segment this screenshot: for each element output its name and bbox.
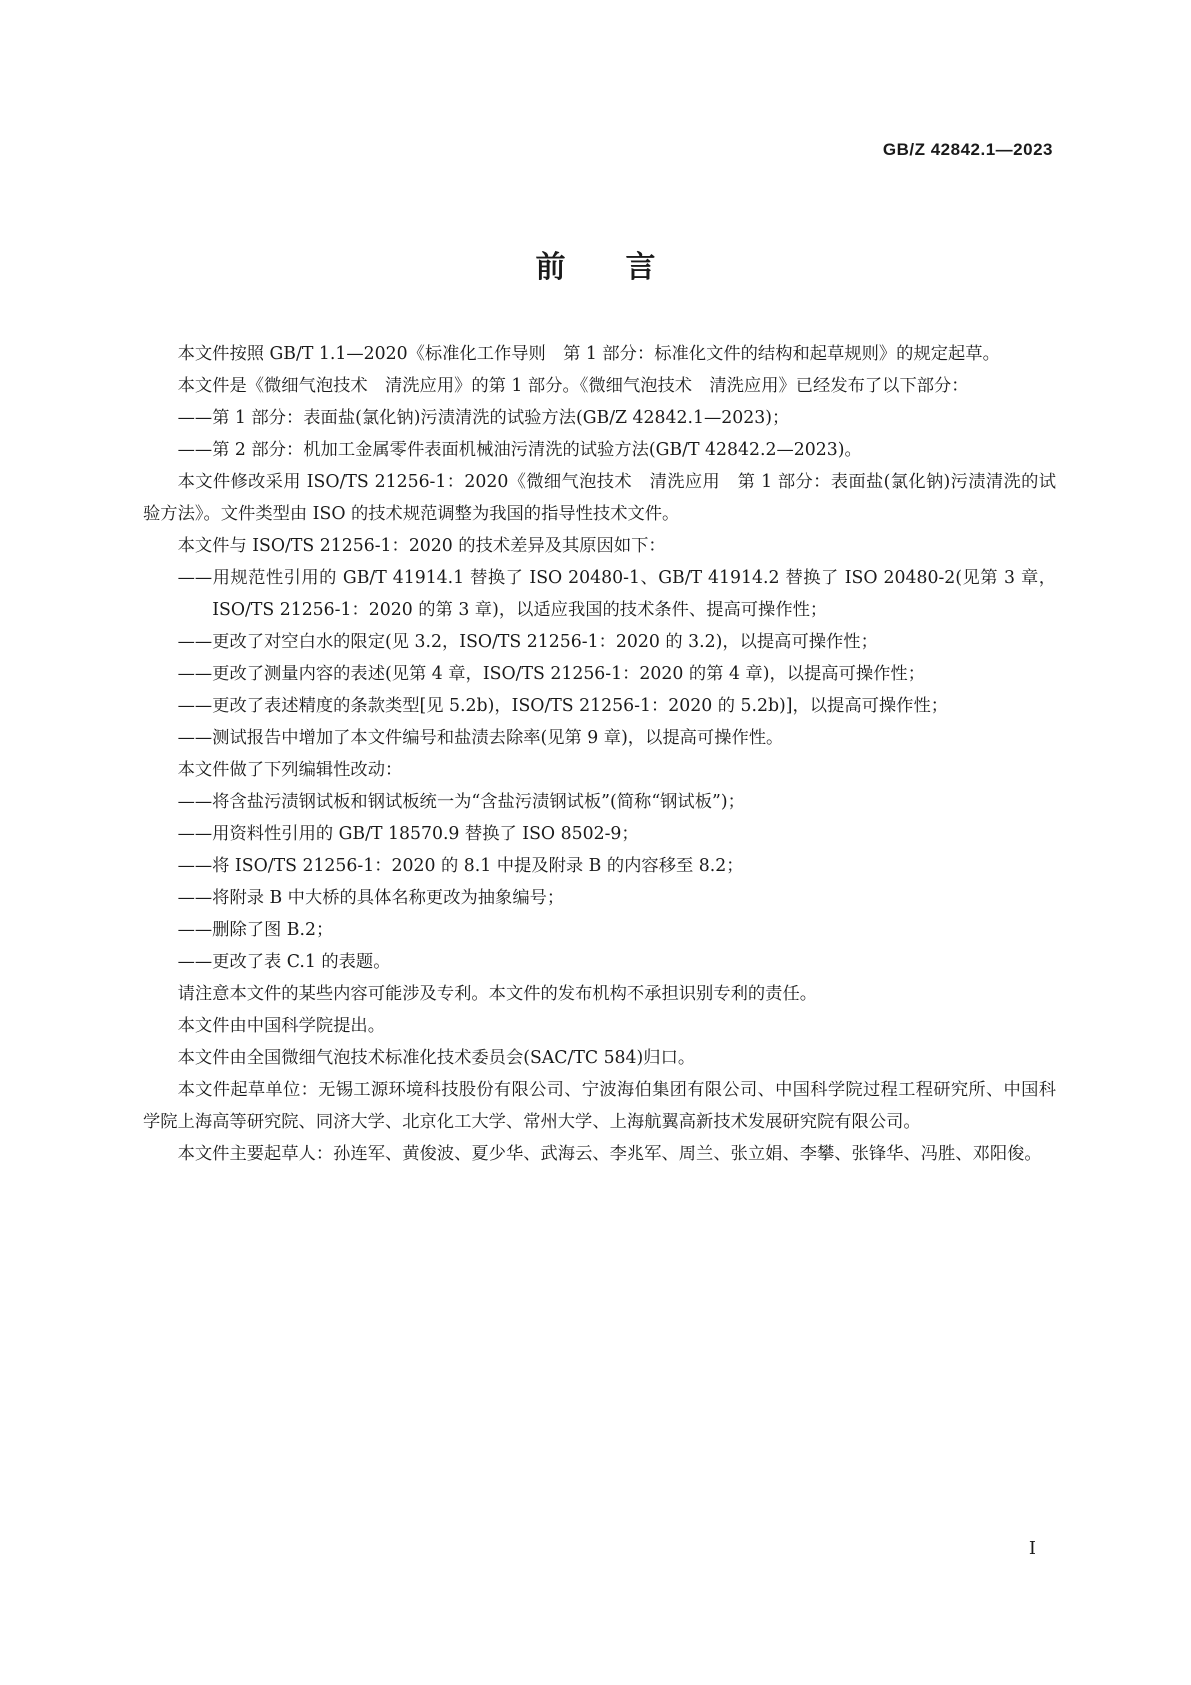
list-item: ——更改了表 C.1 的表题。 [177,952,391,972]
paragraph: 本文件由中国科学院提出。 [177,1016,385,1036]
foreword-body [143,338,1056,1170]
paragraph: 本文件主要起草人：孙连军、黄俊波、夏少华、武海云、李兆军、周兰、张立娟、李攀、张锋华、冯胜、邓阳俊。 [177,1144,1042,1164]
list-item: ——更改了表述精度的条款类型[见 5.2b)，ISO/TS 21256-1：2020 的 5.2b)]，以提高可操作性； [177,696,949,716]
paragraph: 本文件由全国微细气泡技术标准化技术委员会(SAC/TC 584)归口。 [177,1048,696,1068]
list-item: ——删除了图 B.2； [177,920,334,940]
list-item: ——第 1 部分：表面盐(氯化钠)污渍清洗的试验方法(GB/Z 42842.1—2023)； [177,408,790,428]
paragraph: 本文件是《微细气泡技术 清洗应用》的第 1 部分。《微细气泡技术 清洗应用》已经发布了以下部分： [177,376,969,396]
list-item: ——用规范性引用的 GB/T 41914.1 替换了 ISO 20480-1、GB/T 41914.2 替换了 ISO 20480-2(见第 3 章，ISO/TS 21256-1：2020 的第 3 章)，以适应我国的技术条件、提高可操作性； [177,568,1056,620]
list-item: ——用资料性引用的 GB/T 18570.9 替换了 ISO 8502-9； [177,824,639,844]
list-item: ——测试报告中增加了本文件编号和盐渍去除率(见第 9 章)，以提高可操作性。 [177,728,784,748]
list-item: ——更改了对空白水的限定(见 3.2，ISO/TS 21256-1：2020 的 3.2)，以提高可操作性； [177,632,878,652]
paragraph: 本文件按照 GB/T 1.1—2020《标准化工作导则 第 1 部分：标准化文件的结构和起草规则》的规定起草。 [177,344,1000,364]
list-item: ——将含盐污渍钢试板和钢试板统一为“含盐污渍钢试板”(简称“钢试板”)； [177,792,745,812]
paragraph: 本文件与 ISO/TS 21256-1：2020 的技术差异及其原因如下： [177,536,666,556]
page-title-char-2: 言 [625,250,656,285]
paragraph: 本文件修改采用 ISO/TS 21256-1：2020《微细气泡技术 清洗应用 第 1 部分：表面盐(氯化钠)污渍清洗的试验方法》。文件类型由 ISO 的技术规范调整为我国的指导性技术文件。 [143,472,1056,524]
paragraph: 请注意本文件的某些内容可能涉及专利。本文件的发布机构不承担识别专利的责任。 [177,984,818,1004]
standard-number: GB/Z 42842.1—2023 [882,140,1053,159]
page-number: I [1028,1538,1036,1559]
page-title [0,242,1191,286]
list-item: ——更改了测量内容的表述(见第 4 章，ISO/TS 21256-1：2020 的第 4 章)，以提高可操作性； [177,664,925,684]
paragraph: 本文件做了下列编辑性改动： [177,760,403,780]
paragraph: 本文件起草单位：无锡工源环境科技股份有限公司、宁波海伯集团有限公司、中国科学院过程工程研究所、中国科学院上海高等研究院、同济大学、北京化工大学、常州大学、上海航翼高新技术发展研究院有限公司。 [143,1080,1056,1132]
list-item: ——将附录 B 中大桥的具体名称更改为抽象编号； [177,888,565,908]
list-item: ——第 2 部分：机加工金属零件表面机械油污清洗的试验方法(GB/T 42842.2—2023)。 [177,440,862,460]
list-item: ——将 ISO/TS 21256-1：2020 的 8.1 中提及附录 B 的内容移至 8.2； [177,856,744,876]
page-title-char-1: 前 [535,250,566,285]
